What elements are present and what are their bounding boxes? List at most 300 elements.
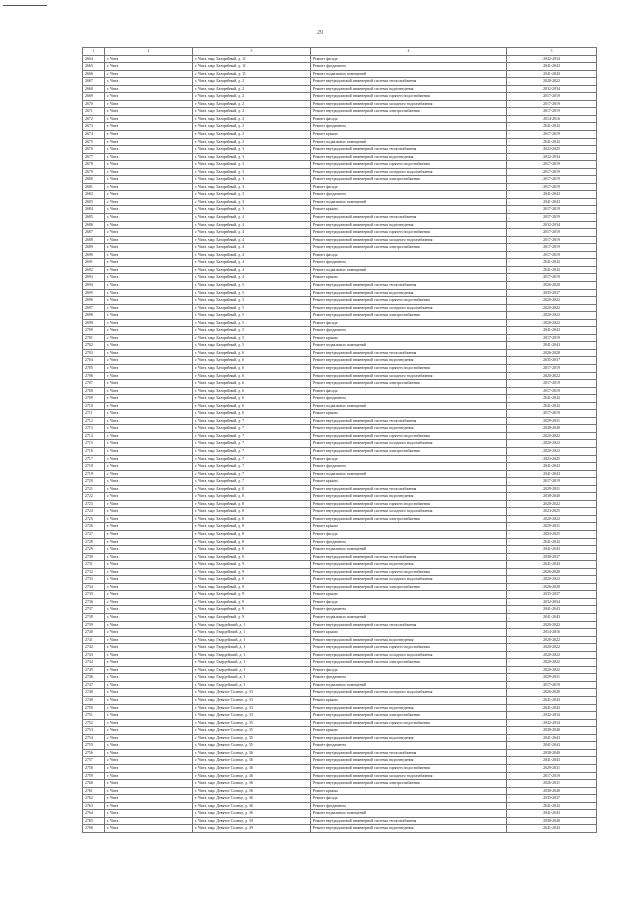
table-row bbox=[83, 236, 597, 244]
address-cell: г. Чита, мкр. Девятое Солнце, д. 36 bbox=[193, 802, 311, 810]
row-number-cell: 2765 bbox=[83, 817, 105, 825]
period-cell: 2026-2028 bbox=[507, 281, 597, 289]
address-cell: г. Чита, мкр. Батарейный, д. 4 bbox=[193, 229, 311, 237]
period-cell: 2032-2034 bbox=[507, 55, 597, 63]
period-cell: 2041-2043 bbox=[507, 70, 597, 78]
locality-cell: г. Чита bbox=[105, 78, 193, 86]
address-cell: г. Чита, мкр. Батарейный, д. 8 bbox=[193, 500, 311, 508]
row-number-cell: 2749 bbox=[83, 697, 105, 705]
address-cell: г. Чита, мкр. Батарейный, д. 7 bbox=[193, 463, 311, 471]
address-cell: г. Чита, мкр. Батарейный, д. 7 bbox=[193, 432, 311, 440]
locality-cell: г. Чита bbox=[105, 591, 193, 599]
period-cell: 2035-2037 bbox=[507, 591, 597, 599]
locality-cell: г. Чита bbox=[105, 704, 193, 712]
locality-cell: г. Чита bbox=[105, 85, 193, 93]
period-cell: 2041-2043 bbox=[507, 802, 597, 810]
table-row bbox=[83, 108, 597, 116]
period-cell: 2041-2043 bbox=[507, 825, 597, 833]
period-cell: 2017-2019 bbox=[507, 131, 597, 139]
row-number-cell: 2731 bbox=[83, 561, 105, 569]
locality-cell: г. Чита bbox=[105, 176, 193, 184]
address-cell: г. Чита, мкр. Батарейный, д. 9 bbox=[193, 568, 311, 576]
table-row bbox=[83, 810, 597, 818]
row-number-cell: 2751 bbox=[83, 712, 105, 720]
table-row bbox=[83, 349, 597, 357]
period-cell: 2041-2043 bbox=[507, 704, 597, 712]
table-row bbox=[83, 674, 597, 682]
row-number-cell: 2722 bbox=[83, 493, 105, 501]
row-number-cell: 2732 bbox=[83, 568, 105, 576]
locality-cell: г. Чита bbox=[105, 817, 193, 825]
period-cell: 2029-2031 bbox=[507, 485, 597, 493]
address-cell: г. Чита, мкр. Батарейный, д. 3 bbox=[193, 176, 311, 184]
row-number-cell: 2669 bbox=[83, 93, 105, 101]
table-row bbox=[83, 704, 597, 712]
address-cell: г. Чита, мкр. Девятое Солнце, д. 36 bbox=[193, 795, 311, 803]
work-type-cell: Ремонт внутридомовой инженерной системы электроснабжения bbox=[311, 244, 507, 252]
locality-cell: г. Чита bbox=[105, 63, 193, 71]
address-cell: г. Чита, мкр. Батарейный, д. 9 bbox=[193, 598, 311, 606]
locality-cell: г. Чита bbox=[105, 674, 193, 682]
locality-cell: г. Чита bbox=[105, 780, 193, 788]
period-cell: 2041-2043 bbox=[507, 810, 597, 818]
table-row bbox=[83, 417, 597, 425]
work-type-cell: Ремонт крыши bbox=[311, 274, 507, 282]
row-number-cell: 2735 bbox=[83, 591, 105, 599]
table-row bbox=[83, 606, 597, 614]
table-row bbox=[83, 636, 597, 644]
period-cell: 2038-2040 bbox=[507, 787, 597, 795]
address-cell: г. Чита, мкр. Батарейный, д. 9 bbox=[193, 583, 311, 591]
address-cell: г. Чита, мкр. Девятое Солнце, д. 35 bbox=[193, 734, 311, 742]
table-row bbox=[83, 304, 597, 312]
work-type-cell: Ремонт внутридомовой инженерной системы теплоснабжения bbox=[311, 749, 507, 757]
period-cell: 2023-2025 bbox=[507, 455, 597, 463]
period-cell: 2041-2043 bbox=[507, 402, 597, 410]
locality-cell: г. Чита bbox=[105, 531, 193, 539]
work-type-cell: Ремонт фасада bbox=[311, 319, 507, 327]
period-cell: 2032-2034 bbox=[507, 85, 597, 93]
work-type-cell: Ремонт внутридомовой инженерной системы холодного водоснабжения bbox=[311, 168, 507, 176]
address-cell: г. Чита, мкр. Батарейный, д. 6 bbox=[193, 349, 311, 357]
locality-cell: г. Чита bbox=[105, 312, 193, 320]
address-cell: г. Чита, мкр. Батарейный, д. 4 bbox=[193, 274, 311, 282]
row-number-cell: 2670 bbox=[83, 100, 105, 108]
work-type-cell: Ремонт подвальных помещений bbox=[311, 198, 507, 206]
period-cell: 2026-2028 bbox=[507, 349, 597, 357]
row-number-cell: 2742 bbox=[83, 644, 105, 652]
row-number-cell: 2756 bbox=[83, 749, 105, 757]
table-row bbox=[83, 327, 597, 335]
row-number-cell: 2702 bbox=[83, 342, 105, 350]
table-row bbox=[83, 825, 597, 833]
locality-cell: г. Чита bbox=[105, 417, 193, 425]
work-type-cell: Ремонт внутридомовой инженерной системы водоотведения bbox=[311, 636, 507, 644]
work-type-cell: Ремонт внутридомовой инженерной системы водоотведения bbox=[311, 425, 507, 433]
table-row bbox=[83, 191, 597, 199]
table-row bbox=[83, 644, 597, 652]
address-cell: г. Чита, мкр. Батарейный, д. 2 bbox=[193, 108, 311, 116]
address-cell: г. Чита, мкр. Батарейный, д. 5 bbox=[193, 297, 311, 305]
row-number-cell: 2667 bbox=[83, 78, 105, 86]
row-number-cell: 2726 bbox=[83, 523, 105, 531]
row-number-cell: 2763 bbox=[83, 802, 105, 810]
address-cell: г. Чита, мкр. Батарейный, д. 3 bbox=[193, 183, 311, 191]
period-cell: 2017-2019 bbox=[507, 380, 597, 388]
row-number-cell: 2674 bbox=[83, 131, 105, 139]
work-type-cell: Ремонт внутридомовой инженерной системы водоотведения bbox=[311, 561, 507, 569]
table-row bbox=[83, 478, 597, 486]
table-row bbox=[83, 455, 597, 463]
work-type-cell: Ремонт внутридомовой инженерной системы горячего водоснабжения bbox=[311, 364, 507, 372]
table-row bbox=[83, 229, 597, 237]
locality-cell: г. Чита bbox=[105, 161, 193, 169]
row-number-cell: 2737 bbox=[83, 606, 105, 614]
period-cell: 2032-2034 bbox=[507, 712, 597, 720]
period-cell: 2017-2019 bbox=[507, 478, 597, 486]
locality-cell: г. Чита bbox=[105, 410, 193, 418]
work-type-cell: Ремонт внутридомовой инженерной системы холодного водоснабжения bbox=[311, 689, 507, 697]
period-cell: 2038-2040 bbox=[507, 727, 597, 735]
table-row bbox=[83, 583, 597, 591]
work-type-cell: Ремонт крыши bbox=[311, 206, 507, 214]
period-cell: 2038-2040 bbox=[507, 425, 597, 433]
locality-cell: г. Чита bbox=[105, 697, 193, 705]
row-number-cell: 2701 bbox=[83, 334, 105, 342]
work-type-cell: Ремонт фундамента bbox=[311, 395, 507, 403]
work-type-cell: Ремонт фасада bbox=[311, 598, 507, 606]
row-number-cell: 2723 bbox=[83, 500, 105, 508]
row-number-cell: 2759 bbox=[83, 772, 105, 780]
row-number-cell: 2736 bbox=[83, 598, 105, 606]
period-cell: 2017-2019 bbox=[507, 161, 597, 169]
table-row bbox=[83, 659, 597, 667]
row-number-cell: 2753 bbox=[83, 727, 105, 735]
work-type-cell: Ремонт фундамента bbox=[311, 802, 507, 810]
work-type-cell: Ремонт крыши bbox=[311, 591, 507, 599]
address-cell: г. Чита, мкр. Девятое Солнце, д. 36 bbox=[193, 764, 311, 772]
row-number-cell: 2760 bbox=[83, 780, 105, 788]
period-cell: 2020-2022 bbox=[507, 440, 597, 448]
address-cell: г. Чита, мкр. Батарейный, д. 4 bbox=[193, 266, 311, 274]
locality-cell: г. Чита bbox=[105, 749, 193, 757]
table-row bbox=[83, 576, 597, 584]
row-number-cell: 2684 bbox=[83, 206, 105, 214]
work-type-cell: Ремонт фундамента bbox=[311, 742, 507, 750]
row-number-cell: 2707 bbox=[83, 380, 105, 388]
address-cell: г. Чита, мкр. Батарейный, д. 6 bbox=[193, 380, 311, 388]
work-type-cell: Ремонт фасада bbox=[311, 455, 507, 463]
address-cell: г. Чита, мкр. Батарейный, д. 4 bbox=[193, 251, 311, 259]
header-cell: 2 bbox=[105, 48, 193, 56]
row-number-cell: 2682 bbox=[83, 191, 105, 199]
work-type-cell: Ремонт фундамента bbox=[311, 674, 507, 682]
address-cell: г. Чита, мкр. Батарейный, д. 3 bbox=[193, 206, 311, 214]
row-number-cell: 2708 bbox=[83, 387, 105, 395]
row-number-cell: 2693 bbox=[83, 274, 105, 282]
locality-cell: г. Чита bbox=[105, 395, 193, 403]
table-row bbox=[83, 795, 597, 803]
address-cell: г. Чита, мкр. Батарейный, д. 8 bbox=[193, 523, 311, 531]
table-row bbox=[83, 168, 597, 176]
address-cell: г. Чита, мкр. Девятое Солнце, д. 36 bbox=[193, 772, 311, 780]
address-cell: г. Чита, мкр. Батарейный, д. 5 bbox=[193, 289, 311, 297]
address-cell: г. Чита, мкр. Батарейный, д. 3 bbox=[193, 168, 311, 176]
table-row bbox=[83, 515, 597, 523]
row-number-cell: 2714 bbox=[83, 432, 105, 440]
period-cell: 2041-2043 bbox=[507, 470, 597, 478]
header-cell: 5 bbox=[507, 48, 597, 56]
work-type-cell: Ремонт внутридомовой инженерной системы электроснабжения bbox=[311, 108, 507, 116]
locality-cell: г. Чита bbox=[105, 115, 193, 123]
work-type-cell: Ремонт внутридомовой инженерной системы водоотведения bbox=[311, 221, 507, 229]
locality-cell: г. Чита bbox=[105, 100, 193, 108]
address-cell: г. Чита, мкр. Батарейный, д. 5 bbox=[193, 319, 311, 327]
locality-cell: г. Чита bbox=[105, 772, 193, 780]
work-type-cell: Ремонт фундамента bbox=[311, 327, 507, 335]
row-number-cell: 2739 bbox=[83, 621, 105, 629]
work-type-cell: Ремонт внутридомовой инженерной системы электроснабжения bbox=[311, 583, 507, 591]
period-cell: 2017-2019 bbox=[507, 93, 597, 101]
period-cell: 2020-2022 bbox=[507, 651, 597, 659]
locality-cell: г. Чита bbox=[105, 712, 193, 720]
row-number-cell: 2681 bbox=[83, 183, 105, 191]
row-number-cell: 2689 bbox=[83, 244, 105, 252]
table-row bbox=[83, 764, 597, 772]
locality-cell: г. Чита bbox=[105, 138, 193, 146]
period-cell: 2041-2043 bbox=[507, 463, 597, 471]
table-row bbox=[83, 410, 597, 418]
period-cell: 2020-2022 bbox=[507, 666, 597, 674]
table-row bbox=[83, 463, 597, 471]
work-type-cell: Ремонт внутридомовой инженерной системы водоотведения bbox=[311, 289, 507, 297]
period-cell: 2017-2019 bbox=[507, 206, 597, 214]
locality-cell: г. Чита bbox=[105, 251, 193, 259]
table-row bbox=[83, 259, 597, 267]
row-number-cell: 2665 bbox=[83, 63, 105, 71]
table-row bbox=[83, 757, 597, 765]
locality-cell: г. Чита bbox=[105, 598, 193, 606]
locality-cell: г. Чита bbox=[105, 244, 193, 252]
table-row bbox=[83, 274, 597, 282]
period-cell: 2029-2031 bbox=[507, 764, 597, 772]
work-type-cell: Ремонт подвальных помещений bbox=[311, 266, 507, 274]
table-row bbox=[83, 787, 597, 795]
row-number-cell: 2706 bbox=[83, 372, 105, 380]
header-cell: 1 bbox=[83, 48, 105, 56]
table-row bbox=[83, 161, 597, 169]
table-row bbox=[83, 561, 597, 569]
work-type-cell: Ремонт крыши bbox=[311, 523, 507, 531]
period-cell: 2020-2022 bbox=[507, 644, 597, 652]
locality-cell: г. Чита bbox=[105, 146, 193, 154]
row-number-cell: 2703 bbox=[83, 349, 105, 357]
work-type-cell: Ремонт фасада bbox=[311, 387, 507, 395]
address-cell: г. Чита, мкр. Батарейный, д. 7 bbox=[193, 440, 311, 448]
address-cell: г. Чита, мкр. Батарейный, д. 7 bbox=[193, 447, 311, 455]
table-row bbox=[83, 319, 597, 327]
locality-cell: г. Чита bbox=[105, 206, 193, 214]
address-cell: г. Чита, мкр. Батарейный, д. 5 bbox=[193, 281, 311, 289]
row-number-cell: 2717 bbox=[83, 455, 105, 463]
address-cell: г. Чита, мкр. Батарейный, д. 7 bbox=[193, 470, 311, 478]
work-type-cell: Ремонт внутридомовой инженерной системы горячего водоснабжения bbox=[311, 229, 507, 237]
address-cell: г. Чита, мкр. Батарейный, д. 6 bbox=[193, 372, 311, 380]
table-row bbox=[83, 70, 597, 78]
address-cell: г. Чита, мкр. Батарейный, д. 6 bbox=[193, 357, 311, 365]
period-cell: 2035-2037 bbox=[507, 289, 597, 297]
address-cell: г. Чита, мкр. Батарейный, д. 7 bbox=[193, 455, 311, 463]
locality-cell: г. Чита bbox=[105, 523, 193, 531]
period-cell: 2023-2025 bbox=[507, 146, 597, 154]
row-number-cell: 2696 bbox=[83, 297, 105, 305]
row-number-cell: 2762 bbox=[83, 795, 105, 803]
work-type-cell: Ремонт внутридомовой инженерной системы горячего водоснабжения bbox=[311, 93, 507, 101]
row-number-cell: 2671 bbox=[83, 108, 105, 116]
row-number-cell: 2716 bbox=[83, 447, 105, 455]
row-number-cell: 2683 bbox=[83, 198, 105, 206]
work-type-cell: Ремонт внутридомовой инженерной системы холодного водоснабжения bbox=[311, 576, 507, 584]
table-row bbox=[83, 500, 597, 508]
row-number-cell: 2709 bbox=[83, 395, 105, 403]
work-type-cell: Ремонт фасада bbox=[311, 55, 507, 63]
work-type-cell: Ремонт внутридомовой инженерной системы теплоснабжения bbox=[311, 78, 507, 86]
table-row bbox=[83, 727, 597, 735]
table-row bbox=[83, 198, 597, 206]
address-cell: г. Чита, мкр. Девятое Солнце, д. 35 bbox=[193, 719, 311, 727]
table-row bbox=[83, 651, 597, 659]
work-type-cell: Ремонт внутридомовой инженерной системы горячего водоснабжения bbox=[311, 297, 507, 305]
table-row bbox=[83, 251, 597, 259]
locality-cell: г. Чита bbox=[105, 614, 193, 622]
table-row bbox=[83, 402, 597, 410]
address-cell: г. Чита, мкр. Батарейный, д. 5 bbox=[193, 342, 311, 350]
table-row bbox=[83, 78, 597, 86]
table-row bbox=[83, 55, 597, 63]
locality-cell: г. Чита bbox=[105, 70, 193, 78]
address-cell: г. Чита, мкр. Батарейный, д. 7 bbox=[193, 425, 311, 433]
row-number-cell: 2719 bbox=[83, 470, 105, 478]
locality-cell: г. Чита bbox=[105, 825, 193, 833]
row-number-cell: 2692 bbox=[83, 266, 105, 274]
period-cell: 2041-2043 bbox=[507, 614, 597, 622]
address-cell: г. Чита, мкр. Батарейный, д. 11 bbox=[193, 63, 311, 71]
address-cell: г. Чита, мкр. Девятое Солнце, д. 36 bbox=[193, 810, 311, 818]
address-cell: г. Чита, мкр. Батарейный, д. 3 bbox=[193, 198, 311, 206]
table-row bbox=[83, 493, 597, 501]
locality-cell: г. Чита bbox=[105, 319, 193, 327]
period-cell: 2041-2043 bbox=[507, 561, 597, 569]
work-type-cell: Ремонт фундамента bbox=[311, 259, 507, 267]
period-cell: 2041-2043 bbox=[507, 63, 597, 71]
locality-cell: г. Чита bbox=[105, 538, 193, 546]
locality-cell: г. Чита bbox=[105, 108, 193, 116]
address-cell: г. Чита, мкр. Девятое Солнце, д. 39 bbox=[193, 825, 311, 833]
locality-cell: г. Чита bbox=[105, 787, 193, 795]
locality-cell: г. Чита bbox=[105, 304, 193, 312]
table-row bbox=[83, 380, 597, 388]
work-type-cell: Ремонт крыши bbox=[311, 787, 507, 795]
period-cell: 2026-2028 bbox=[507, 583, 597, 591]
work-type-cell: Ремонт крыши bbox=[311, 727, 507, 735]
table-row bbox=[83, 281, 597, 289]
address-cell: г. Чита, мкр. Девятое Солнце, д. 36 bbox=[193, 787, 311, 795]
period-cell: 2032-2034 bbox=[507, 719, 597, 727]
work-type-cell: Ремонт фасада bbox=[311, 666, 507, 674]
address-cell: г. Чита, мкр. Батарейный, д. 11 bbox=[193, 55, 311, 63]
address-cell: г. Чита, мкр. Батарейный, д. 4 bbox=[193, 236, 311, 244]
row-number-cell: 2686 bbox=[83, 221, 105, 229]
header-cell: 3 bbox=[193, 48, 311, 56]
row-number-cell: 2744 bbox=[83, 659, 105, 667]
work-type-cell: Ремонт внутридомовой инженерной системы электроснабжения bbox=[311, 176, 507, 184]
work-type-cell: Ремонт подвальных помещений bbox=[311, 470, 507, 478]
table-row bbox=[83, 568, 597, 576]
table-row bbox=[83, 614, 597, 622]
locality-cell: г. Чита bbox=[105, 689, 193, 697]
table-row bbox=[83, 780, 597, 788]
work-type-cell: Ремонт фасада bbox=[311, 251, 507, 259]
locality-cell: г. Чита bbox=[105, 810, 193, 818]
work-type-cell: Ремонт внутридомовой инженерной системы теплоснабжения bbox=[311, 485, 507, 493]
work-type-cell: Ремонт фундамента bbox=[311, 606, 507, 614]
table-row bbox=[83, 100, 597, 108]
locality-cell: г. Чита bbox=[105, 191, 193, 199]
address-cell: г. Чита, мкр. Батарейный, д. 9 bbox=[193, 561, 311, 569]
locality-cell: г. Чита bbox=[105, 342, 193, 350]
period-cell: 2017-2019 bbox=[507, 236, 597, 244]
address-cell: г. Чита, мкр. Батарейный, д. 7 bbox=[193, 417, 311, 425]
address-cell: г. Чита, мкр. Батарейный, д. 3 bbox=[193, 161, 311, 169]
period-cell: 2017-2019 bbox=[507, 176, 597, 184]
locality-cell: г. Чита bbox=[105, 727, 193, 735]
work-type-cell: Ремонт внутридомовой инженерной системы горячего водоснабжения bbox=[311, 568, 507, 576]
locality-cell: г. Чита bbox=[105, 546, 193, 554]
locality-cell: г. Чита bbox=[105, 561, 193, 569]
address-cell: г. Чита, мкр. Девятое Солнце, д. 33 bbox=[193, 689, 311, 697]
locality-cell: г. Чита bbox=[105, 666, 193, 674]
period-cell: 2017-2019 bbox=[507, 772, 597, 780]
period-cell: 2035-2037 bbox=[507, 357, 597, 365]
table-row bbox=[83, 742, 597, 750]
row-number-cell: 2718 bbox=[83, 463, 105, 471]
work-type-cell: Ремонт внутридомовой инженерной системы холодного водоснабжения bbox=[311, 372, 507, 380]
locality-cell: г. Чита bbox=[105, 357, 193, 365]
table-row bbox=[83, 372, 597, 380]
period-cell: 2020-2022 bbox=[507, 372, 597, 380]
row-number-cell: 2694 bbox=[83, 281, 105, 289]
table-row bbox=[83, 749, 597, 757]
locality-cell: г. Чита bbox=[105, 221, 193, 229]
row-number-cell: 2752 bbox=[83, 719, 105, 727]
period-cell: 2017-2019 bbox=[507, 251, 597, 259]
address-cell: г. Чита, мкр. Батарейный, д. 4 bbox=[193, 214, 311, 222]
locality-cell: г. Чита bbox=[105, 500, 193, 508]
address-cell: г. Чита, мкр. Батарейный, д. 8 bbox=[193, 538, 311, 546]
row-number-cell: 2720 bbox=[83, 478, 105, 486]
table-row bbox=[83, 485, 597, 493]
period-cell: 2041-2043 bbox=[507, 191, 597, 199]
address-cell: г. Чита, мкр. Девятое Солнце, д. 36 bbox=[193, 780, 311, 788]
table-row bbox=[83, 591, 597, 599]
address-cell: г. Чита, мкр. Батарейный, д. 2 bbox=[193, 115, 311, 123]
address-cell: г. Чита, мкр. Гвардейский, д. 1 bbox=[193, 644, 311, 652]
locality-cell: г. Чита bbox=[105, 576, 193, 584]
row-number-cell: 2710 bbox=[83, 402, 105, 410]
address-cell: г. Чита, мкр. Батарейный, д. 6 bbox=[193, 364, 311, 372]
table-row bbox=[83, 93, 597, 101]
work-type-cell: Ремонт крыши bbox=[311, 697, 507, 705]
